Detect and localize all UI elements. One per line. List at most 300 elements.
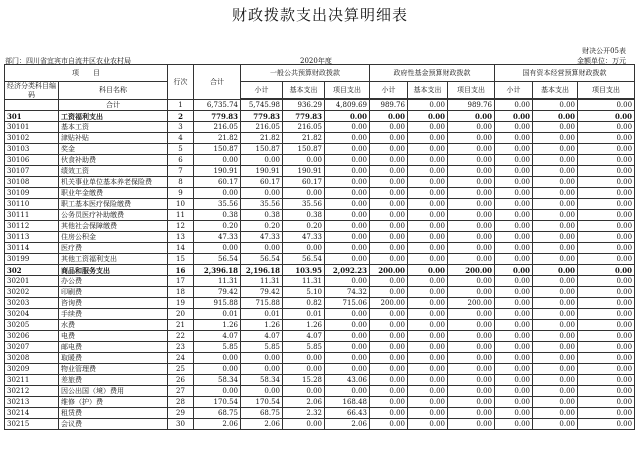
amount-cell: 0.00 xyxy=(241,155,283,166)
table-row xyxy=(5,331,635,342)
amount-cell: 0.00 xyxy=(408,353,448,364)
amount-cell: 0.00 xyxy=(578,100,635,111)
amount-cell: 0.00 xyxy=(448,155,495,166)
gf-project-header: 项目支出 xyxy=(448,82,495,99)
amount-cell: 190.91 xyxy=(283,166,325,177)
amount-cell: 5.10 xyxy=(283,287,325,298)
amount-cell: 0.00 xyxy=(408,309,448,320)
amount-cell: 0.00 xyxy=(495,188,533,199)
table-row xyxy=(5,353,635,364)
amount-cell: 0.00 xyxy=(241,188,283,199)
econ-code-cell: 30113 xyxy=(5,232,59,243)
econ-code-cell: 30107 xyxy=(5,166,59,177)
amount-cell: 79.42 xyxy=(194,287,241,298)
amount-cell: 0.00 xyxy=(533,188,578,199)
econ-code-cell: 30208 xyxy=(5,353,59,364)
amount-cell: 0.00 xyxy=(495,111,533,122)
amount-cell: 0.00 xyxy=(408,342,448,353)
amount-cell: 0.00 xyxy=(283,155,325,166)
amount-cell: 0.00 xyxy=(370,232,408,243)
amount-cell: 11.31 xyxy=(241,276,283,287)
table-row xyxy=(5,397,635,408)
subject-name-cell: 奖金 xyxy=(59,144,168,155)
amount-cell: 0.00 xyxy=(578,419,635,430)
amount-cell: 0.00 xyxy=(448,276,495,287)
row-no-cell: 17 xyxy=(168,276,194,287)
amount-cell: 47.33 xyxy=(241,232,283,243)
amount-cell: 2.06 xyxy=(283,397,325,408)
amount-cell: 0.00 xyxy=(578,144,635,155)
amount-cell: 0.00 xyxy=(533,177,578,188)
amount-cell: 0.00 xyxy=(408,100,448,111)
econ-code-cell: 30111 xyxy=(5,210,59,221)
amount-cell: 103.95 xyxy=(283,265,325,276)
amount-cell: 0.00 xyxy=(325,188,370,199)
amount-cell: 0.00 xyxy=(408,419,448,430)
amount-cell: 0.00 xyxy=(448,375,495,386)
amount-cell: 0.00 xyxy=(578,309,635,320)
amount-cell: 715.06 xyxy=(325,298,370,309)
amount-cell: 2,092.23 xyxy=(325,265,370,276)
table-row xyxy=(5,419,635,430)
amount-cell: 2.32 xyxy=(283,408,325,419)
econ-code-cell: 30215 xyxy=(5,419,59,430)
amount-cell: 0.00 xyxy=(533,265,578,276)
amount-cell: 0.00 xyxy=(495,364,533,375)
amount-cell: 0.00 xyxy=(448,210,495,221)
amount-cell: 150.87 xyxy=(194,144,241,155)
amount-cell: 0.00 xyxy=(194,155,241,166)
amount-cell: 0.00 xyxy=(408,122,448,133)
table-row xyxy=(5,265,635,276)
subject-name-cell: 咨询费 xyxy=(59,298,168,309)
table-row xyxy=(5,386,635,397)
amount-cell: 0.00 xyxy=(325,342,370,353)
subject-name-header: 科目名称 xyxy=(59,82,168,100)
amount-cell: 0.00 xyxy=(533,155,578,166)
subject-name-cell: 手续费 xyxy=(59,309,168,320)
amount-cell: 5.85 xyxy=(241,342,283,353)
table-row xyxy=(5,243,635,254)
econ-code-cell: 30108 xyxy=(5,177,59,188)
econ-code-cell: 30109 xyxy=(5,188,59,199)
row-no-cell: 24 xyxy=(168,353,194,364)
amount-cell: 0.00 xyxy=(495,386,533,397)
amount-cell: 0.00 xyxy=(495,199,533,210)
amount-cell: 0.00 xyxy=(194,188,241,199)
amount-cell: 6,735.74 xyxy=(194,100,241,111)
amount-cell: 0.00 xyxy=(408,298,448,309)
econ-code-cell: 30213 xyxy=(5,397,59,408)
amount-cell: 200.00 xyxy=(448,298,495,309)
amount-cell: 0.00 xyxy=(370,419,408,430)
econ-code-cell: 30202 xyxy=(5,287,59,298)
subject-name-cell: 印刷费 xyxy=(59,287,168,298)
subject-name-cell: 会议费 xyxy=(59,419,168,430)
subject-name-cell: 机关事业单位基本养老保险费 xyxy=(59,177,168,188)
subject-name-cell: 津贴补贴 xyxy=(59,133,168,144)
amount-cell: 47.33 xyxy=(283,232,325,243)
amount-cell: 0.20 xyxy=(283,221,325,232)
amount-cell: 0.00 xyxy=(408,331,448,342)
amount-cell: 0.00 xyxy=(448,397,495,408)
amount-cell: 216.05 xyxy=(241,122,283,133)
subject-name-cell: 因公出国（境）费用 xyxy=(59,386,168,397)
amount-cell: 0.00 xyxy=(448,221,495,232)
amount-cell: 0.00 xyxy=(448,353,495,364)
amount-cell: 0.00 xyxy=(370,243,408,254)
amount-cell: 989.76 xyxy=(370,100,408,111)
amount-cell: 0.00 xyxy=(325,144,370,155)
amount-cell: 915.88 xyxy=(194,298,241,309)
amount-cell: 2.06 xyxy=(194,419,241,430)
table-row xyxy=(5,177,635,188)
amount-cell: 0.00 xyxy=(578,133,635,144)
amount-cell: 0.00 xyxy=(370,155,408,166)
amount-cell: 0.00 xyxy=(370,331,408,342)
table-row xyxy=(5,221,635,232)
amount-cell: 0.00 xyxy=(533,122,578,133)
amount-cell: 0.00 xyxy=(325,155,370,166)
amount-cell: 0.00 xyxy=(448,166,495,177)
amount-cell: 0.00 xyxy=(408,199,448,210)
row-no-cell: 30 xyxy=(168,419,194,430)
row-no-cell: 10 xyxy=(168,199,194,210)
row-no-header: 行次 xyxy=(168,65,194,100)
amount-cell: 0.00 xyxy=(578,386,635,397)
amount-cell: 0.00 xyxy=(495,265,533,276)
subject-name-cell: 邮电费 xyxy=(59,342,168,353)
amount-cell: 0.00 xyxy=(241,353,283,364)
row-no-cell: 12 xyxy=(168,221,194,232)
amount-cell: 0.00 xyxy=(533,320,578,331)
amount-cell: 0.00 xyxy=(408,221,448,232)
table-row xyxy=(5,276,635,287)
amount-cell: 0.00 xyxy=(495,133,533,144)
amount-cell: 5.85 xyxy=(283,342,325,353)
amount-cell: 0.00 xyxy=(325,232,370,243)
amount-cell: 0.00 xyxy=(325,166,370,177)
amount-cell: 0.00 xyxy=(533,364,578,375)
subject-name-cell: 物业管理费 xyxy=(59,364,168,375)
sc-subtotal-header: 小计 xyxy=(495,82,533,99)
amount-cell: 2,196.18 xyxy=(241,265,283,276)
gb-subtotal-header: 小计 xyxy=(241,82,283,99)
amount-cell: 0.00 xyxy=(578,199,635,210)
amount-cell: 0.00 xyxy=(495,100,533,111)
table-row xyxy=(5,375,635,386)
amount-unit: 金额单位：万元 xyxy=(577,57,626,65)
amount-cell: 0.00 xyxy=(495,166,533,177)
amount-cell: 0.00 xyxy=(448,254,495,265)
amount-cell: 0.00 xyxy=(325,122,370,133)
amount-cell: 936.29 xyxy=(283,100,325,111)
amount-cell: 0.00 xyxy=(533,287,578,298)
amount-cell: 47.33 xyxy=(194,232,241,243)
total-header: 合计 xyxy=(194,65,241,100)
amount-cell: 200.00 xyxy=(370,298,408,309)
amount-cell: 0.00 xyxy=(325,254,370,265)
amount-cell: 2.06 xyxy=(241,419,283,430)
amount-cell: 0.00 xyxy=(408,320,448,331)
amount-cell: 0.00 xyxy=(370,375,408,386)
amount-cell: 0.00 xyxy=(495,243,533,254)
subject-name-cell: 绩效工资 xyxy=(59,166,168,177)
amount-cell: 0.00 xyxy=(578,232,635,243)
amount-cell: 58.34 xyxy=(194,375,241,386)
table-row xyxy=(5,210,635,221)
subject-name-cell: 办公费 xyxy=(59,276,168,287)
amount-cell: 0.00 xyxy=(408,166,448,177)
amount-cell: 0.00 xyxy=(578,221,635,232)
amount-cell: 0.00 xyxy=(408,210,448,221)
amount-cell: 0.00 xyxy=(448,133,495,144)
econ-code-cell: 30214 xyxy=(5,408,59,419)
econ-code-cell: 30212 xyxy=(5,386,59,397)
amount-cell: 0.01 xyxy=(241,309,283,320)
amount-cell: 0.00 xyxy=(578,243,635,254)
table-row xyxy=(5,298,635,309)
amount-cell: 0.00 xyxy=(578,254,635,265)
amount-cell: 11.31 xyxy=(194,276,241,287)
amount-cell: 0.00 xyxy=(578,298,635,309)
amount-cell: 0.00 xyxy=(370,408,408,419)
table-row xyxy=(5,111,635,122)
amount-cell: 0.00 xyxy=(370,111,408,122)
amount-cell: 0.00 xyxy=(325,111,370,122)
amount-cell: 5.85 xyxy=(194,342,241,353)
subject-name-cell: 公务员医疗补助缴费 xyxy=(59,210,168,221)
amount-cell: 0.00 xyxy=(448,287,495,298)
amount-cell: 0.00 xyxy=(533,419,578,430)
amount-cell: 0.00 xyxy=(370,144,408,155)
expenditure-table xyxy=(4,64,635,430)
amount-cell: 0.00 xyxy=(495,342,533,353)
amount-cell: 0.00 xyxy=(495,221,533,232)
amount-cell: 0.00 xyxy=(241,364,283,375)
amount-cell: 779.83 xyxy=(241,111,283,122)
amount-cell: 0.00 xyxy=(408,155,448,166)
amount-cell: 0.00 xyxy=(370,210,408,221)
amount-cell: 21.82 xyxy=(241,133,283,144)
amount-cell: 0.00 xyxy=(370,342,408,353)
amount-cell: 0.00 xyxy=(533,408,578,419)
general-budget-header: 一般公共预算财政拨款 xyxy=(241,65,370,82)
amount-cell: 1.26 xyxy=(241,320,283,331)
amount-cell: 0.00 xyxy=(578,188,635,199)
amount-cell: 0.00 xyxy=(495,155,533,166)
amount-cell: 0.00 xyxy=(408,265,448,276)
row-no-cell: 3 xyxy=(168,122,194,133)
amount-cell: 0.00 xyxy=(325,199,370,210)
amount-cell: 0.00 xyxy=(408,397,448,408)
subject-name-cell: 住房公积金 xyxy=(59,232,168,243)
amount-cell: 150.87 xyxy=(241,144,283,155)
amount-cell: 170.54 xyxy=(194,397,241,408)
row-no-cell: 5 xyxy=(168,144,194,155)
amount-cell: 0.00 xyxy=(495,287,533,298)
amount-cell: 60.17 xyxy=(194,177,241,188)
row-no-cell: 13 xyxy=(168,232,194,243)
amount-cell: 0.00 xyxy=(370,221,408,232)
amount-cell: 0.00 xyxy=(408,243,448,254)
amount-cell: 0.38 xyxy=(241,210,283,221)
amount-cell: 0.00 xyxy=(408,232,448,243)
gf-basic-header: 基本支出 xyxy=(408,82,448,99)
amount-cell: 0.00 xyxy=(533,276,578,287)
amount-cell: 0.00 xyxy=(194,386,241,397)
amount-cell: 5,745.98 xyxy=(241,100,283,111)
amount-cell: 0.00 xyxy=(533,221,578,232)
econ-code-cell: 30203 xyxy=(5,298,59,309)
amount-cell: 0.00 xyxy=(533,397,578,408)
subject-name-cell: 商品和服务支出 xyxy=(59,265,168,276)
amount-cell: 0.00 xyxy=(325,364,370,375)
econ-code-cell xyxy=(5,100,59,111)
amount-cell: 1.26 xyxy=(283,320,325,331)
amount-cell: 0.00 xyxy=(408,111,448,122)
amount-cell: 0.00 xyxy=(448,309,495,320)
amount-cell: 0.00 xyxy=(370,166,408,177)
row-no-cell: 8 xyxy=(168,177,194,188)
amount-cell: 0.20 xyxy=(194,221,241,232)
table-row xyxy=(5,122,635,133)
amount-cell: 0.00 xyxy=(408,133,448,144)
amount-cell: 0.00 xyxy=(578,155,635,166)
subject-name-cell: 其他社会保障缴费 xyxy=(59,221,168,232)
amount-cell: 0.00 xyxy=(495,276,533,287)
amount-cell: 0.00 xyxy=(241,386,283,397)
econ-code-cell: 30112 xyxy=(5,221,59,232)
amount-cell: 0.00 xyxy=(448,331,495,342)
amount-cell: 0.00 xyxy=(370,320,408,331)
amount-cell: 60.17 xyxy=(241,177,283,188)
amount-cell: 0.00 xyxy=(495,122,533,133)
amount-cell: 0.00 xyxy=(578,364,635,375)
amount-cell: 0.00 xyxy=(495,320,533,331)
amount-cell: 60.17 xyxy=(283,177,325,188)
amount-cell: 74.32 xyxy=(325,287,370,298)
amount-cell: 0.00 xyxy=(533,309,578,320)
subject-name-cell: 基本工资 xyxy=(59,122,168,133)
amount-cell: 79.42 xyxy=(241,287,283,298)
amount-cell: 0.00 xyxy=(370,276,408,287)
amount-cell: 0.00 xyxy=(325,243,370,254)
table-row xyxy=(5,100,635,111)
row-no-cell: 18 xyxy=(168,287,194,298)
amount-cell: 0.00 xyxy=(533,243,578,254)
amount-cell: 0.00 xyxy=(495,309,533,320)
amount-cell: 56.54 xyxy=(194,254,241,265)
amount-cell: 0.00 xyxy=(370,188,408,199)
amount-cell: 0.00 xyxy=(408,375,448,386)
gov-fund-header: 政府性基金预算财政拨款 xyxy=(370,65,495,82)
amount-cell: 0.00 xyxy=(533,254,578,265)
amount-cell: 0.00 xyxy=(408,177,448,188)
amount-cell: 0.00 xyxy=(533,375,578,386)
amount-cell: 0.00 xyxy=(448,342,495,353)
row-no-cell: 14 xyxy=(168,243,194,254)
amount-cell: 4,809.69 xyxy=(325,100,370,111)
amount-cell: 0.00 xyxy=(408,188,448,199)
amount-cell: 0.00 xyxy=(495,375,533,386)
fiscal-year: 2020年度 xyxy=(300,57,332,65)
item-header: 项 目 xyxy=(5,65,168,82)
amount-cell: 0.00 xyxy=(283,386,325,397)
amount-cell: 0.00 xyxy=(448,243,495,254)
amount-cell: 2.06 xyxy=(325,419,370,430)
subject-name-cell: 差旅费 xyxy=(59,375,168,386)
state-capital-header: 国有资本经营预算财政拨款 xyxy=(495,65,635,82)
table-row xyxy=(5,254,635,265)
amount-cell: 0.00 xyxy=(578,353,635,364)
table-row xyxy=(5,133,635,144)
econ-code-cell: 30206 xyxy=(5,331,59,342)
amount-cell: 0.00 xyxy=(370,353,408,364)
amount-cell: 0.00 xyxy=(448,122,495,133)
amount-cell: 0.00 xyxy=(495,144,533,155)
table-row xyxy=(5,364,635,375)
amount-cell: 0.00 xyxy=(533,199,578,210)
amount-cell: 779.83 xyxy=(283,111,325,122)
amount-cell: 0.00 xyxy=(578,166,635,177)
amount-cell: 0.00 xyxy=(578,177,635,188)
subject-name-cell: 维修（护）费 xyxy=(59,397,168,408)
row-no-cell: 2 xyxy=(168,111,194,122)
amount-cell: 715.88 xyxy=(241,298,283,309)
row-no-cell: 1 xyxy=(168,100,194,111)
amount-cell: 0.00 xyxy=(325,386,370,397)
row-no-cell: 11 xyxy=(168,210,194,221)
econ-code-cell: 302 xyxy=(5,265,59,276)
amount-cell: 0.00 xyxy=(448,177,495,188)
amount-cell: 190.91 xyxy=(241,166,283,177)
amount-cell: 56.54 xyxy=(241,254,283,265)
econ-code-cell: 30204 xyxy=(5,309,59,320)
amount-cell: 0.00 xyxy=(578,397,635,408)
amount-cell: 0.00 xyxy=(325,320,370,331)
amount-cell: 0.00 xyxy=(495,331,533,342)
sc-basic-header: 基本支出 xyxy=(533,82,578,99)
amount-cell: 0.00 xyxy=(578,210,635,221)
amount-cell: 0.01 xyxy=(194,309,241,320)
subject-name-cell: 取暖费 xyxy=(59,353,168,364)
amount-cell: 0.00 xyxy=(495,232,533,243)
subject-name-cell: 职工基本医疗保险缴费 xyxy=(59,199,168,210)
amount-cell: 0.00 xyxy=(578,342,635,353)
amount-cell: 0.00 xyxy=(495,254,533,265)
table-row xyxy=(5,309,635,320)
amount-cell: 0.00 xyxy=(533,111,578,122)
amount-cell: 0.00 xyxy=(283,353,325,364)
amount-cell: 0.00 xyxy=(533,386,578,397)
amount-cell: 216.05 xyxy=(194,122,241,133)
amount-cell: 2,396.18 xyxy=(194,265,241,276)
amount-cell: 35.56 xyxy=(194,199,241,210)
row-no-cell: 7 xyxy=(168,166,194,177)
amount-cell: 0.00 xyxy=(283,419,325,430)
amount-cell: 0.00 xyxy=(533,210,578,221)
amount-cell: 0.00 xyxy=(325,210,370,221)
amount-cell: 0.00 xyxy=(370,287,408,298)
amount-cell: 0.00 xyxy=(370,386,408,397)
row-no-cell: 9 xyxy=(168,188,194,199)
gb-project-header: 项目支出 xyxy=(325,82,370,99)
subject-name-cell: 合计 xyxy=(59,100,168,111)
row-no-cell: 4 xyxy=(168,133,194,144)
amount-cell: 0.00 xyxy=(325,177,370,188)
amount-cell: 150.87 xyxy=(283,144,325,155)
